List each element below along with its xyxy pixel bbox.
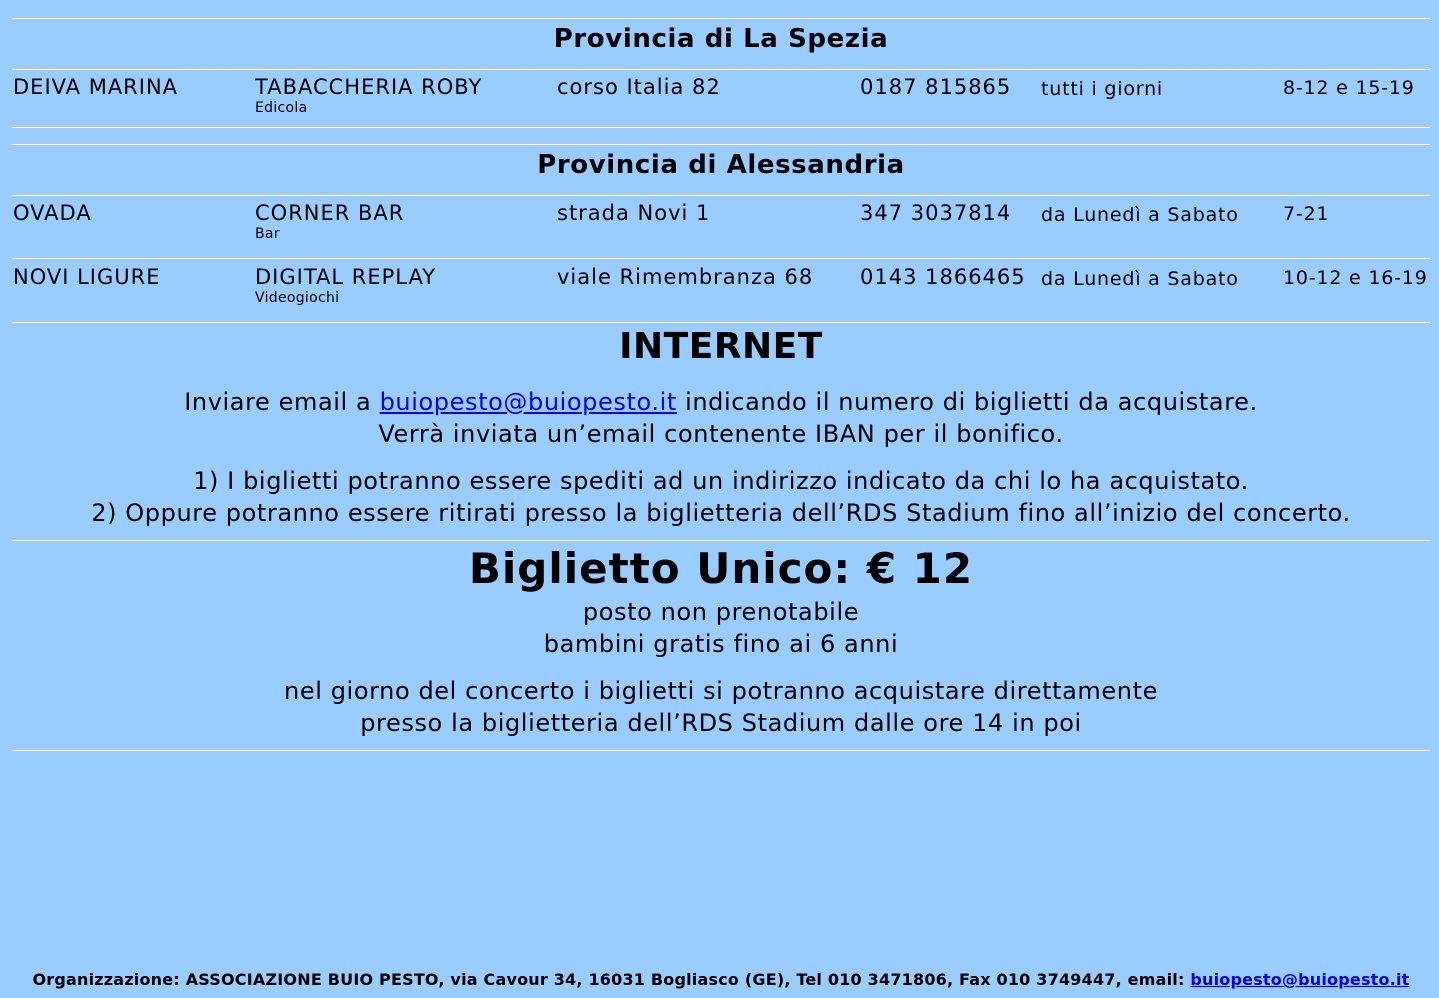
shop-cell bbox=[255, 201, 404, 242]
phone-cell: 0187 815865 bbox=[860, 75, 1012, 99]
divider bbox=[12, 126, 1430, 128]
divider bbox=[12, 17, 1430, 19]
days-cell: tutti i giorni bbox=[1041, 78, 1163, 100]
internet-title: INTERNET bbox=[619, 326, 823, 367]
divider bbox=[12, 194, 1430, 196]
hours-cell: 8-12 e 15-19 bbox=[1283, 77, 1415, 99]
town-cell: DEIVA MARINA bbox=[13, 75, 179, 99]
shop-type: Edicola bbox=[255, 100, 308, 116]
shop-cell bbox=[255, 75, 482, 116]
ticket-note: bambini gratis fino ai 6 anni bbox=[543, 630, 899, 658]
internet-instruction bbox=[12, 388, 1430, 416]
town-cell: OVADA bbox=[13, 201, 92, 225]
divider bbox=[12, 539, 1430, 541]
ticket-price: Biglietto Unico: € 12 bbox=[468, 544, 974, 593]
divider bbox=[12, 749, 1430, 751]
hours-cell: 10-12 e 16-19 bbox=[1283, 267, 1428, 289]
address-cell: strada Novi 1 bbox=[557, 201, 711, 225]
shop-type: Videogiochi bbox=[255, 290, 340, 306]
days-cell: da Lunedì a Sabato bbox=[1041, 268, 1239, 290]
footer-text: Organizzazione: ASSOCIAZIONE BUIO PESTO, via Cavour 34, 16031 Bogliasco (GE), Tel 010 3471806, Fax 010 3749447, email: bbox=[32, 970, 1191, 989]
divider bbox=[12, 257, 1430, 259]
ticket-note: presso la biglietteria dell’RDS Stadium dalle ore 14 in poi bbox=[360, 709, 1082, 737]
instruction-text: indicando il numero di biglietti da acquistare. bbox=[676, 388, 1258, 416]
shop-type: Bar bbox=[255, 226, 280, 242]
divider bbox=[12, 143, 1430, 145]
section-title-la-spezia: Provincia di La Spezia bbox=[553, 24, 889, 54]
footer bbox=[12, 970, 1430, 989]
email-link[interactable]: buiopesto@buiopesto.it bbox=[379, 388, 677, 416]
address-cell: corso Italia 82 bbox=[557, 75, 721, 99]
days-cell: da Lunedì a Sabato bbox=[1041, 204, 1239, 226]
shop-name: TABACCHERIA ROBY bbox=[255, 75, 483, 99]
shop-name: DIGITAL REPLAY bbox=[255, 265, 437, 289]
divider bbox=[12, 68, 1430, 70]
divider bbox=[12, 321, 1430, 323]
shop-name: CORNER BAR bbox=[255, 201, 405, 225]
ticket-note: posto non prenotabile bbox=[582, 598, 860, 626]
delivery-option-1: 1) I biglietti potranno essere spediti ad un indirizzo indicato da chi lo ha acquistato. bbox=[193, 467, 1249, 495]
section-title-alessandria: Provincia di Alessandria bbox=[537, 150, 905, 180]
town-cell: NOVI LIGURE bbox=[13, 265, 161, 289]
iban-note: Verrà inviata un’email contenente IBAN per il bonifico. bbox=[378, 420, 1064, 448]
delivery-option-2: 2) Oppure potranno essere ritirati presso la biglietteria dell’RDS Stadium fino all’inizio del concerto. bbox=[91, 499, 1351, 527]
address-cell: viale Rimembranza 68 bbox=[557, 265, 814, 289]
footer-email-link[interactable]: buiopesto@buiopesto.it bbox=[1190, 970, 1410, 989]
shop-cell bbox=[255, 265, 436, 306]
phone-cell: 0143 1866465 bbox=[860, 265, 1026, 289]
ticket-note: nel giorno del concerto i biglietti si potranno acquistare direttamente bbox=[284, 677, 1158, 705]
table-row bbox=[0, 201, 1439, 261]
instruction-text: Inviare email a bbox=[184, 388, 380, 416]
table-row bbox=[0, 265, 1439, 325]
hours-cell: 7-21 bbox=[1283, 203, 1330, 225]
phone-cell: 347 3037814 bbox=[860, 201, 1012, 225]
